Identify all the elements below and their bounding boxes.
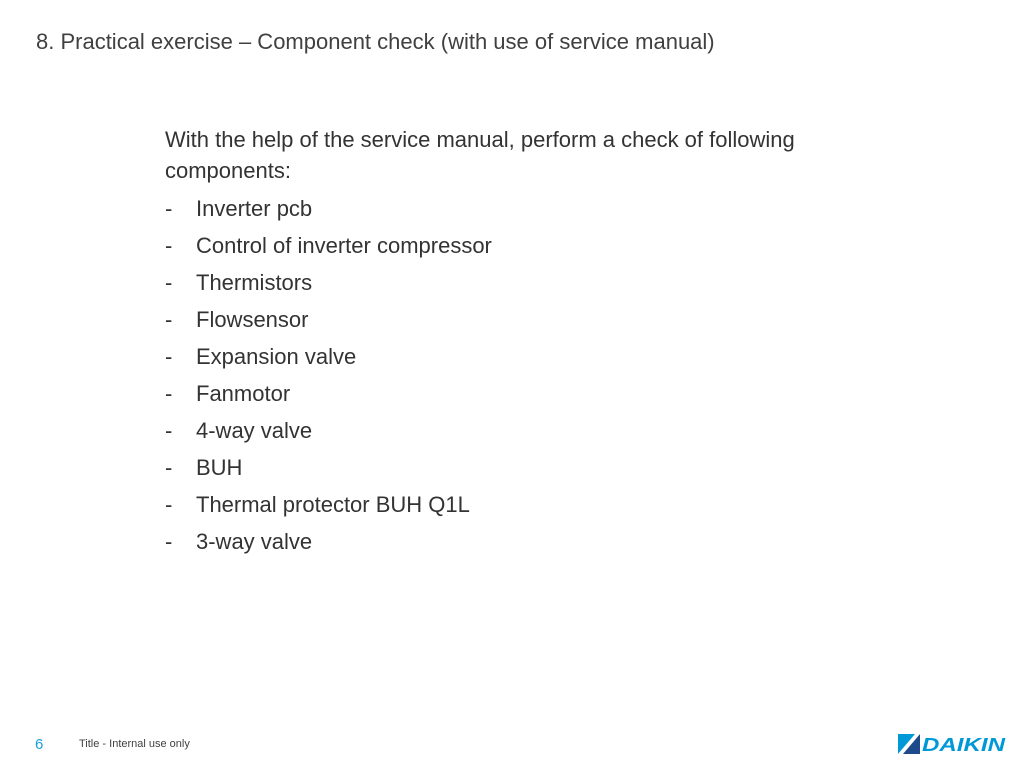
bullet-dash: - [165, 270, 173, 295]
bullet-dash: - [165, 344, 173, 369]
bullet-dash: - [165, 307, 173, 332]
list-item-text: 4-way valve [196, 418, 313, 443]
bullet-dash: - [165, 381, 173, 406]
list-item [165, 449, 885, 486]
list-item-text: Expansion valve [196, 344, 357, 369]
list-item-text: 3-way valve [196, 529, 313, 554]
list-item-text: Inverter pcb [196, 196, 313, 221]
bullet-dash: - [165, 196, 173, 221]
list-item [165, 338, 885, 375]
bullet-dash: - [165, 455, 173, 480]
list-item [165, 523, 885, 560]
list-item [165, 190, 885, 227]
bullet-dash: - [165, 233, 173, 258]
list-item [165, 375, 885, 412]
list-item [165, 412, 885, 449]
list-item-text: Control of inverter compressor [196, 233, 492, 258]
logo-wordmark: DAIKIN [922, 735, 1006, 755]
intro-text: With the help of the service manual, perform a check of following components: [165, 127, 795, 183]
slide-title: 8. Practical exercise – Component check (with use of service manual) [36, 29, 715, 54]
list-item-text: Thermistors [196, 270, 313, 295]
bullet-dash: - [165, 418, 173, 443]
daikin-logo [898, 732, 1006, 756]
bullet-dash: - [165, 492, 173, 517]
list-item [165, 486, 885, 523]
page-number: 6 [35, 736, 44, 753]
list-item-text: Fanmotor [196, 381, 291, 406]
list-item [165, 264, 885, 301]
bullet-dash: - [165, 529, 173, 554]
component-list [165, 190, 885, 560]
content-body [165, 124, 885, 560]
list-item [165, 301, 885, 338]
list-item [165, 227, 885, 264]
list-item-text: BUH [196, 455, 243, 480]
list-item-text: Thermal protector BUH Q1L [196, 492, 470, 517]
list-item-text: Flowsensor [196, 307, 309, 332]
footer-text: Title - Internal use only [79, 738, 190, 750]
